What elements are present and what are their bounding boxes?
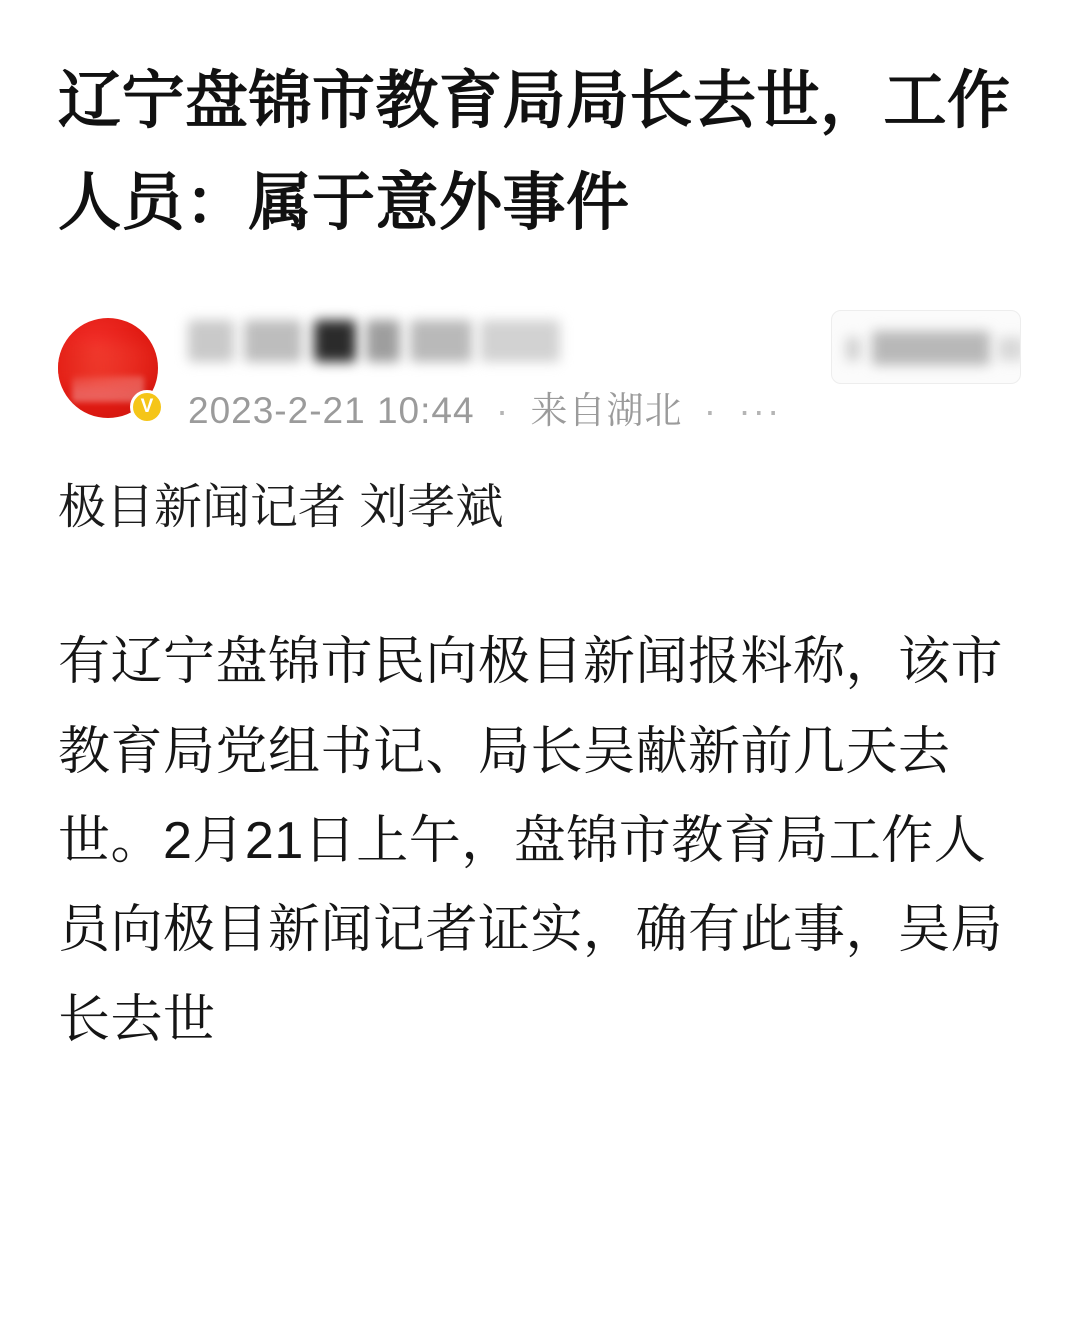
article-meta-line: [188, 380, 781, 434]
byline: 极目新闻记者 刘孝斌: [58, 481, 504, 535]
redaction-block: [244, 320, 302, 362]
redaction-block: [480, 320, 560, 362]
follow-button[interactable]: [831, 310, 1021, 384]
article-body-paragraph: 有辽宁盘锦市民向极目新闻报料称，该市教育局党组书记、局长吴献新前几天去世。2月21日上午，盘锦市教育局工作人员向极目新闻记者证实，确有此事，吴局长去世: [58, 633, 1004, 1049]
avatar[interactable]: [58, 318, 162, 422]
redaction-block: [846, 337, 860, 361]
timestamp: 2023-2-21 10:44: [188, 390, 475, 432]
verified-badge-icon: V: [130, 390, 164, 424]
redaction-block: [188, 320, 234, 362]
author-name-redacted[interactable]: [188, 320, 568, 364]
redaction-block: [998, 337, 1021, 361]
meta-separator: ·: [703, 390, 718, 432]
redaction-block: [314, 320, 356, 362]
redaction-block: [872, 331, 990, 365]
article-meta-row: [58, 310, 1021, 430]
avatar-blur-overlay: [58, 344, 158, 384]
meta-separator: ·: [495, 390, 510, 432]
page-title: 辽宁盘锦市教育局局长去世，工作人员：属于意外事件: [58, 66, 1011, 239]
location-label: 来自湖北: [530, 390, 683, 432]
redaction-block: [410, 320, 472, 362]
more-options-icon[interactable]: ···: [738, 390, 782, 432]
redaction-block: [366, 320, 400, 362]
